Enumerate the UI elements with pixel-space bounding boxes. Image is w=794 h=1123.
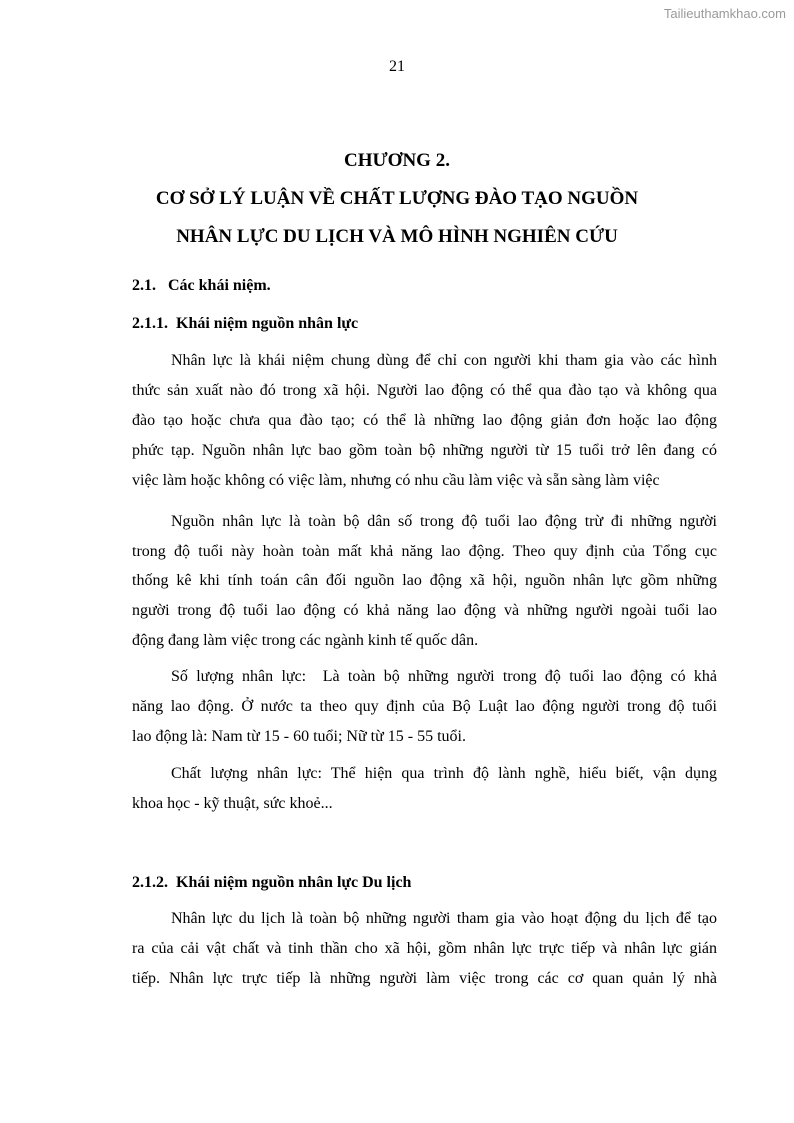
paragraph-line: Nguồn nhân lực là toàn bộ dân số trong độ tuổi lao động trừ đi những người [171, 513, 717, 530]
paragraph-line: thống kê khi tính toán cân đối nguồn lao động xã hội, nguồn nhân lực gồm những [132, 572, 717, 589]
paragraph-line: việc làm hoặc không có việc làm, nhưng có nhu cầu làm việc và sẵn sàng làm việc [132, 472, 660, 489]
chapter-subtitle-line-1: CƠ SỞ LÝ LUẬN VỀ CHẤT LƯỢNG ĐÀO TẠO NGUỒN [155, 188, 639, 209]
paragraph-line: ra của cải vật chất và tinh thần cho xã hội, gồm nhân lực trực tiếp và nhân lực gián [132, 940, 717, 957]
watermark: Tailieuthamkhao.com [663, 6, 786, 21]
paragraph-line: năng lao động. Ở nước ta theo quy định của Bộ Luật lao động người trong độ tuổi [132, 698, 717, 715]
paragraph-line: đào tạo hoặc chưa qua đào tạo; có thể là những lao động giản đơn hoặc lao động [132, 412, 717, 429]
paragraph-line: Số lượng nhân lực: Là toàn bộ những người trong độ tuổi lao động có khả [171, 668, 717, 685]
section-heading-2-1-2: 2.1.2. Khái niệm nguồn nhân lực Du lịch [132, 874, 412, 891]
paragraph-line: Nhân lực là khái niệm chung dùng để chỉ con người khi tham gia vào các hình [171, 352, 717, 369]
chapter-subtitle-line-2: NHÂN LỰC DU LỊCH VÀ MÔ HÌNH NGHIÊN CỨU [176, 226, 618, 247]
paragraph-line: khoa học - kỹ thuật, sức khoẻ... [132, 795, 333, 812]
paragraph-line: thức sản xuất nào đó trong xã hội. Người lao động có thể qua đào tạo và không qua [132, 382, 717, 399]
page-number: 21 [389, 58, 405, 75]
paragraph-line: tiếp. Nhân lực trực tiếp là những người làm việc trong các cơ quan quản lý nhà [132, 970, 717, 987]
paragraph-line: Nhân lực du lịch là toàn bộ những người tham gia vào hoạt động du lịch để tạo [171, 910, 717, 927]
paragraph-line: trong độ tuổi này hoàn toàn mất khả năng lao động. Theo quy định của Tổng cục [132, 543, 717, 560]
paragraph-line: người trong độ tuổi lao động có khả năng lao động và những người ngoài tuổi lao [132, 602, 717, 619]
section-heading-2-1: 2.1. Các khái niệm. [132, 277, 271, 294]
chapter-title: CHƯƠNG 2. [344, 150, 450, 171]
section-heading-2-1-1: 2.1.1. Khái niệm nguồn nhân lực [132, 315, 359, 332]
paragraph-line: Chất lượng nhân lực: Thể hiện qua trình độ lành nghề, hiểu biết, vận dụng [171, 765, 717, 782]
paragraph-line: phức tạp. Nguồn nhân lực bao gồm toàn bộ những người từ 15 tuổi trở lên đang có [132, 442, 717, 459]
paragraph-line: động đang làm việc trong các ngành kinh tế quốc dân. [132, 632, 479, 649]
paragraph-line: lao động là: Nam từ 15 - 60 tuổi; Nữ từ 15 - 55 tuổi. [132, 728, 466, 745]
